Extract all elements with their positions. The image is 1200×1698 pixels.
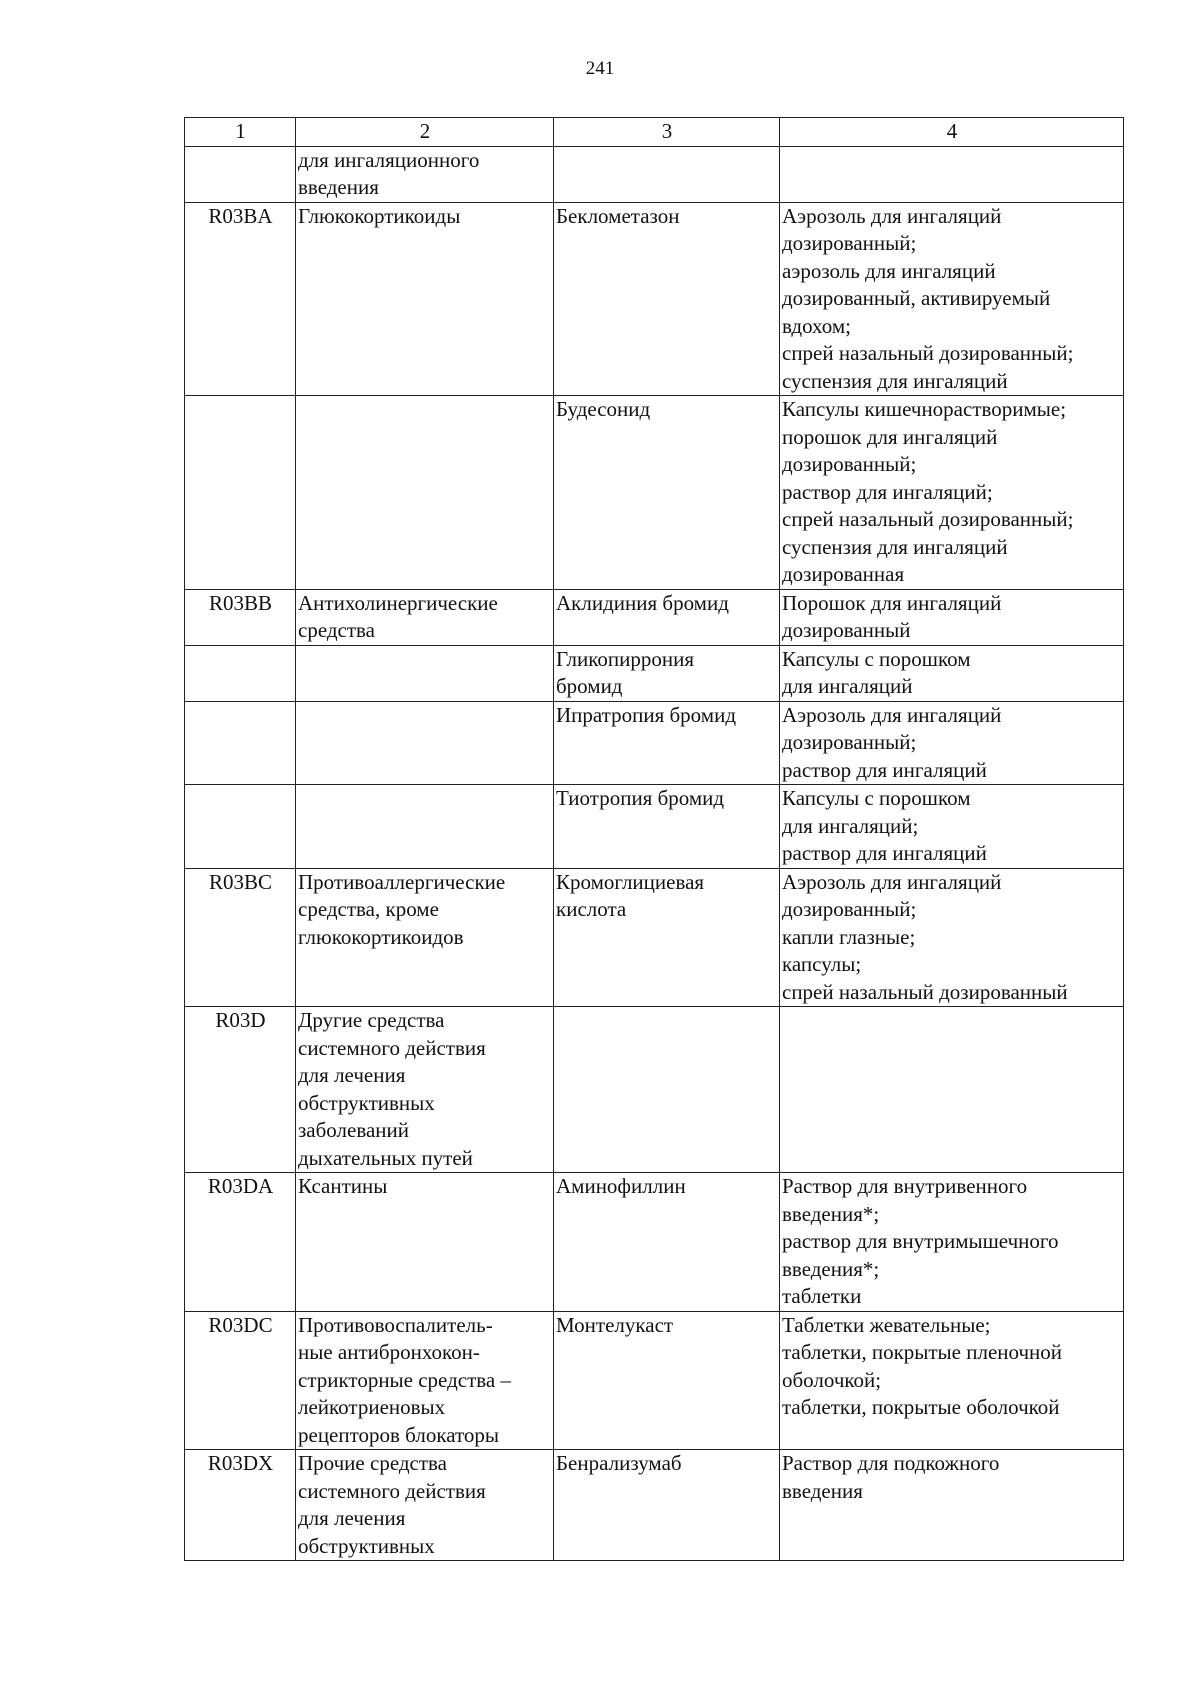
drug-name-cell xyxy=(554,396,780,590)
table-row xyxy=(185,146,1124,202)
atc-code-cell xyxy=(185,785,296,869)
cell-line: вдохом; xyxy=(782,313,851,338)
drug-name-cell xyxy=(554,146,780,202)
drug-name-cell xyxy=(554,202,780,396)
cell-line: лейкотриеновых xyxy=(298,1395,446,1419)
header-col-3: 3 xyxy=(554,118,780,147)
cell-line: введения*; xyxy=(782,1256,880,1281)
group-name-cell xyxy=(296,146,554,202)
cell-line: дозированный xyxy=(782,618,911,642)
group-name-cell xyxy=(296,1007,554,1173)
drug-name-cell xyxy=(554,701,780,785)
cell-line: средства xyxy=(298,618,376,642)
cell-line: дыхательных путей xyxy=(298,1145,473,1170)
cell-line: Капсулы кишечнорастворимые; xyxy=(782,397,1067,421)
cell-line: Глюкокортикоиды xyxy=(298,203,461,228)
cell-line: ные антибронхокон- xyxy=(298,1340,480,1364)
drug-name-cell xyxy=(554,645,780,701)
atc-code-cell: R03D xyxy=(185,1007,296,1173)
header-row xyxy=(185,118,1124,147)
dosage-forms-cell xyxy=(780,589,1124,645)
cell-line: таблетки xyxy=(782,1284,862,1308)
dosage-forms-cell xyxy=(780,1311,1124,1450)
cell-line: суспензия для ингаляций xyxy=(782,368,1008,393)
dosage-forms-cell xyxy=(780,645,1124,701)
cell-line: средства, кроме xyxy=(298,897,439,921)
cell-line: заболеваний xyxy=(298,1118,409,1142)
drug-name-cell xyxy=(554,785,780,869)
cell-line: дозированный, активируемый xyxy=(782,286,1051,310)
cell-line: стрикторные средства – xyxy=(298,1367,511,1392)
header-col-4: 4 xyxy=(780,118,1124,147)
cell-line: Противовоспалитель- xyxy=(298,1312,493,1337)
table-row xyxy=(185,1311,1124,1450)
cell-line: для ингаляций; xyxy=(782,813,919,838)
cell-line: системного действия xyxy=(298,1478,486,1503)
header-col-2: 2 xyxy=(296,118,554,147)
group-name-cell xyxy=(296,1450,554,1561)
page-number: 241 xyxy=(585,58,615,79)
cell-line: Аэрозоль для ингаляций xyxy=(782,203,1002,228)
cell-line: раствор для ингаляций; xyxy=(782,479,993,504)
dosage-forms-cell xyxy=(780,785,1124,869)
cell-line: глюкокортикоидов xyxy=(298,924,464,949)
cell-line: Капсулы с порошком xyxy=(782,786,971,810)
group-name-cell xyxy=(296,1311,554,1450)
cell-line: спрей назальный дозированный; xyxy=(782,507,1074,531)
cell-line: Беклометазон xyxy=(556,203,680,228)
drug-name-cell xyxy=(554,1007,780,1173)
table-row xyxy=(185,396,1124,590)
dosage-forms-cell xyxy=(780,146,1124,202)
cell-line: Аэрозоль для ингаляций xyxy=(782,702,1002,727)
cell-line: введения*; xyxy=(782,1201,880,1226)
cell-line: Раствор для внутривенного xyxy=(782,1174,1028,1198)
cell-line: введения xyxy=(298,175,379,199)
atc-code-cell: R03BA xyxy=(185,202,296,396)
group-name-cell xyxy=(296,202,554,396)
atc-code-cell xyxy=(185,645,296,701)
table-row xyxy=(185,868,1124,1007)
cell-line: Кромоглициевая xyxy=(556,869,705,894)
cell-line: Монтелукаст xyxy=(556,1312,674,1337)
table-row xyxy=(185,1007,1124,1173)
atc-code-cell: R03BC xyxy=(185,868,296,1007)
cell-line: Тиотропия бромид xyxy=(556,786,725,810)
table-body xyxy=(185,146,1124,1561)
cell-line: раствор для внутримышечного xyxy=(782,1229,1059,1253)
group-name-cell xyxy=(296,868,554,1007)
cell-line: таблетки, покрытые пленочной xyxy=(782,1340,1063,1364)
cell-line: Будесонид xyxy=(556,397,651,421)
cell-line: Раствор для подкожного xyxy=(782,1451,1000,1475)
cell-line: Другие средства xyxy=(298,1008,445,1032)
cell-line: раствор для ингаляций xyxy=(782,841,987,865)
cell-line: рецепторов блокаторы xyxy=(298,1422,499,1447)
drug-name-cell xyxy=(554,589,780,645)
table-row xyxy=(185,1173,1124,1312)
cell-line: Бенрализумаб xyxy=(556,1451,682,1475)
cell-line: Аклидиния бромид xyxy=(556,590,729,615)
dosage-forms-cell xyxy=(780,1173,1124,1312)
cell-line: кислота xyxy=(556,897,627,921)
cell-line: Гликопиррония xyxy=(556,646,695,671)
drug-name-cell xyxy=(554,868,780,1007)
atc-code-cell: R03BB xyxy=(185,589,296,645)
drug-name-cell xyxy=(554,1311,780,1450)
cell-line: Ксантины xyxy=(298,1174,388,1198)
cell-line: Аминофиллин xyxy=(556,1174,686,1198)
cell-line: для лечения xyxy=(298,1063,406,1087)
group-name-cell xyxy=(296,1173,554,1312)
atc-code-cell xyxy=(185,146,296,202)
cell-line: обструктивных xyxy=(298,1533,435,1558)
atc-code-cell: R03DC xyxy=(185,1311,296,1450)
table-row xyxy=(185,202,1124,396)
cell-line: дозированный; xyxy=(782,231,917,255)
cell-line: введения xyxy=(782,1478,863,1503)
cell-line: Антихолинергические xyxy=(298,590,498,615)
cell-line: Ипратропия бромид xyxy=(556,702,736,727)
drug-table xyxy=(184,117,1124,1561)
cell-line: дозированный; xyxy=(782,452,917,476)
table-row xyxy=(185,1450,1124,1561)
cell-line: Прочие средства xyxy=(298,1451,447,1475)
dosage-forms-cell xyxy=(780,1007,1124,1173)
cell-line: Таблетки жевательные; xyxy=(782,1312,991,1337)
dosage-forms-cell xyxy=(780,396,1124,590)
cell-line: спрей назальный дозированный xyxy=(782,979,1068,1004)
dosage-forms-cell xyxy=(780,868,1124,1007)
dosage-forms-cell xyxy=(780,1450,1124,1561)
cell-line: Капсулы с порошком xyxy=(782,646,971,671)
cell-line: системного действия xyxy=(298,1035,486,1060)
cell-line: дозированная xyxy=(782,562,905,586)
table-row xyxy=(185,701,1124,785)
cell-line: Противоаллергические xyxy=(298,869,506,894)
cell-line: для лечения xyxy=(298,1506,406,1530)
atc-code-cell: R03DX xyxy=(185,1450,296,1561)
atc-code-cell xyxy=(185,396,296,590)
drug-name-cell xyxy=(554,1450,780,1561)
dosage-forms-cell xyxy=(780,202,1124,396)
group-name-cell xyxy=(296,701,554,785)
group-name-cell xyxy=(296,396,554,590)
atc-code-cell xyxy=(185,701,296,785)
cell-line: Порошок для ингаляций xyxy=(782,590,1002,615)
table-row xyxy=(185,785,1124,869)
drug-name-cell xyxy=(554,1173,780,1312)
dosage-forms-cell xyxy=(780,701,1124,785)
cell-line: обструктивных xyxy=(298,1090,435,1115)
table-row xyxy=(185,589,1124,645)
cell-line: оболочкой; xyxy=(782,1367,882,1392)
cell-line: Аэрозоль для ингаляций xyxy=(782,869,1002,894)
group-name-cell xyxy=(296,589,554,645)
cell-line: капли глазные; xyxy=(782,924,916,949)
cell-line: порошок для ингаляций xyxy=(782,424,998,449)
cell-line: раствор для ингаляций xyxy=(782,757,987,782)
cell-line: бромид xyxy=(556,674,623,698)
table-row xyxy=(185,645,1124,701)
cell-line: капсулы; xyxy=(782,952,862,976)
cell-line: спрей назальный дозированный; xyxy=(782,341,1074,365)
cell-line: таблетки, покрытые оболочкой xyxy=(782,1395,1060,1419)
cell-line: дозированный; xyxy=(782,730,917,754)
header-col-1: 1 xyxy=(185,118,296,147)
group-name-cell xyxy=(296,785,554,869)
cell-line: для ингаляционного xyxy=(298,147,480,172)
cell-line: суспензия для ингаляций xyxy=(782,534,1008,559)
atc-code-cell: R03DA xyxy=(185,1173,296,1312)
cell-line: для ингаляций xyxy=(782,674,913,698)
cell-line: аэрозоль для ингаляций xyxy=(782,258,996,283)
cell-line: дозированный; xyxy=(782,897,917,921)
group-name-cell xyxy=(296,645,554,701)
